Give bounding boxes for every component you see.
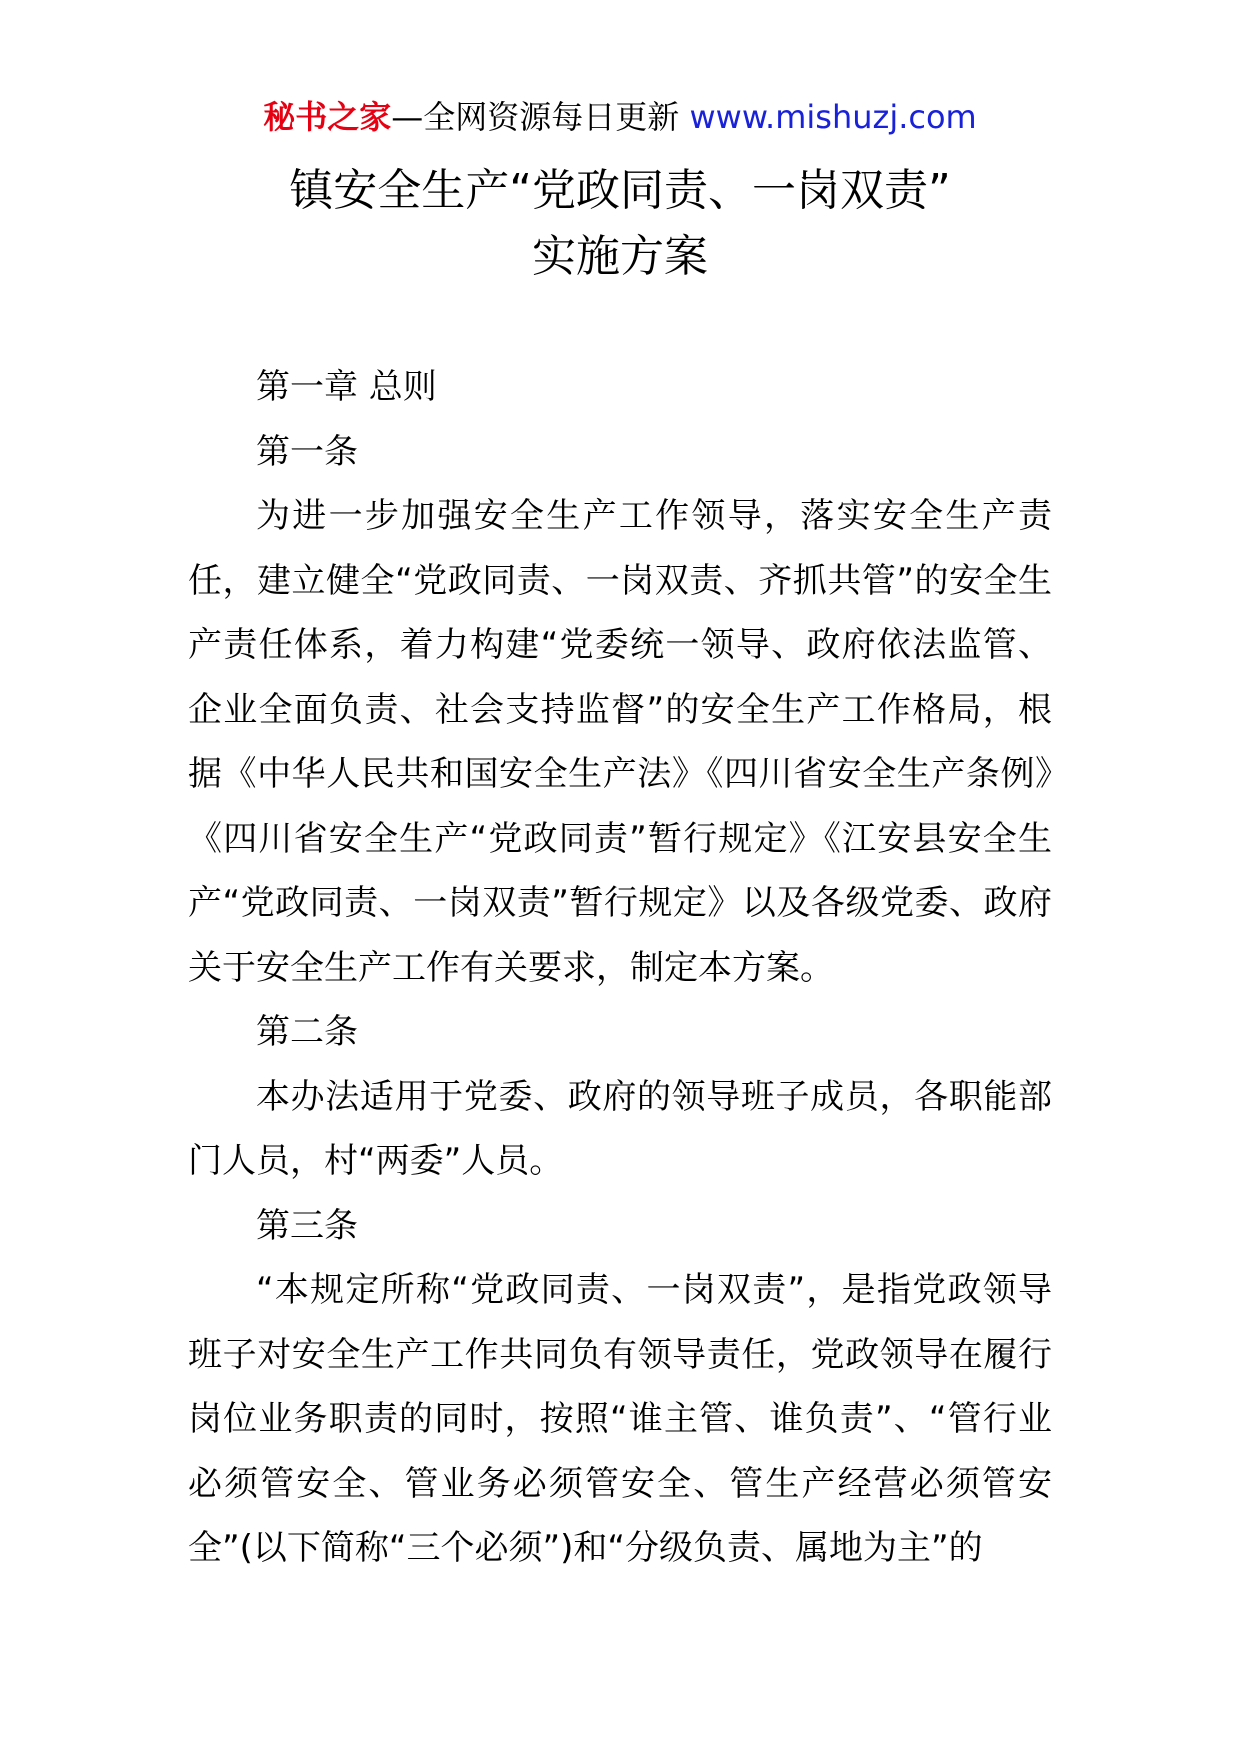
title-line-2: 实施方案: [532, 231, 708, 282]
title-line-1: 镇安全生产“党政同责、一岗双责”: [289, 165, 951, 216]
article-1-paragraph: 为进一步加强安全生产工作领导，落实安全生产责任，建立健全“党政同责、一岗双责、齐抓共管”的安全生产责任体系，着力构建“党委统一领导、政府依法监管、企业全面负责、社会支持监督”的安全生产工作格局，根据《中华人民共和国安全生产法》《四川省安全生产条例》《四川省安全生产“党政同责”暂行规定》《江安县安全生产“党政同责、一岗双责”暂行规定》以及各级党委、政府关于安全生产工作有关要求，制定本方案。: [188, 496, 1052, 988]
site-url[interactable]: www.mishuzj.com: [689, 98, 977, 136]
header-tagline: —全网资源每日更新: [391, 98, 680, 136]
article-3-paragraph: “本规定所称“党政同责、一岗双责”，是指党政领导班子对安全生产工作共同负有领导责任，党政领导在履行岗位业务职责的同时，按照“谁主管、谁负责”、“管行业必须管安全、管业务必须管安全、管生产经营必须管安全”(以下简称“三个必须”)和“分级负责、属地为主”的: [188, 1270, 1052, 1568]
article-1-heading: 第一条: [256, 431, 358, 472]
chapter-heading: 第一章 总则: [256, 367, 437, 407]
article-2-heading: 第二条: [256, 1012, 358, 1052]
site-header: [0, 95, 1240, 139]
article-3-heading: 第三条: [256, 1205, 358, 1246]
article-2-paragraph: 本办法适用于党委、政府的领导班子成员，各职能部门人员，村“两委”人员。: [188, 1076, 1052, 1181]
document-title: [0, 158, 1240, 290]
brand-name: 秘书之家: [263, 98, 392, 136]
document-body: [188, 355, 1052, 1581]
